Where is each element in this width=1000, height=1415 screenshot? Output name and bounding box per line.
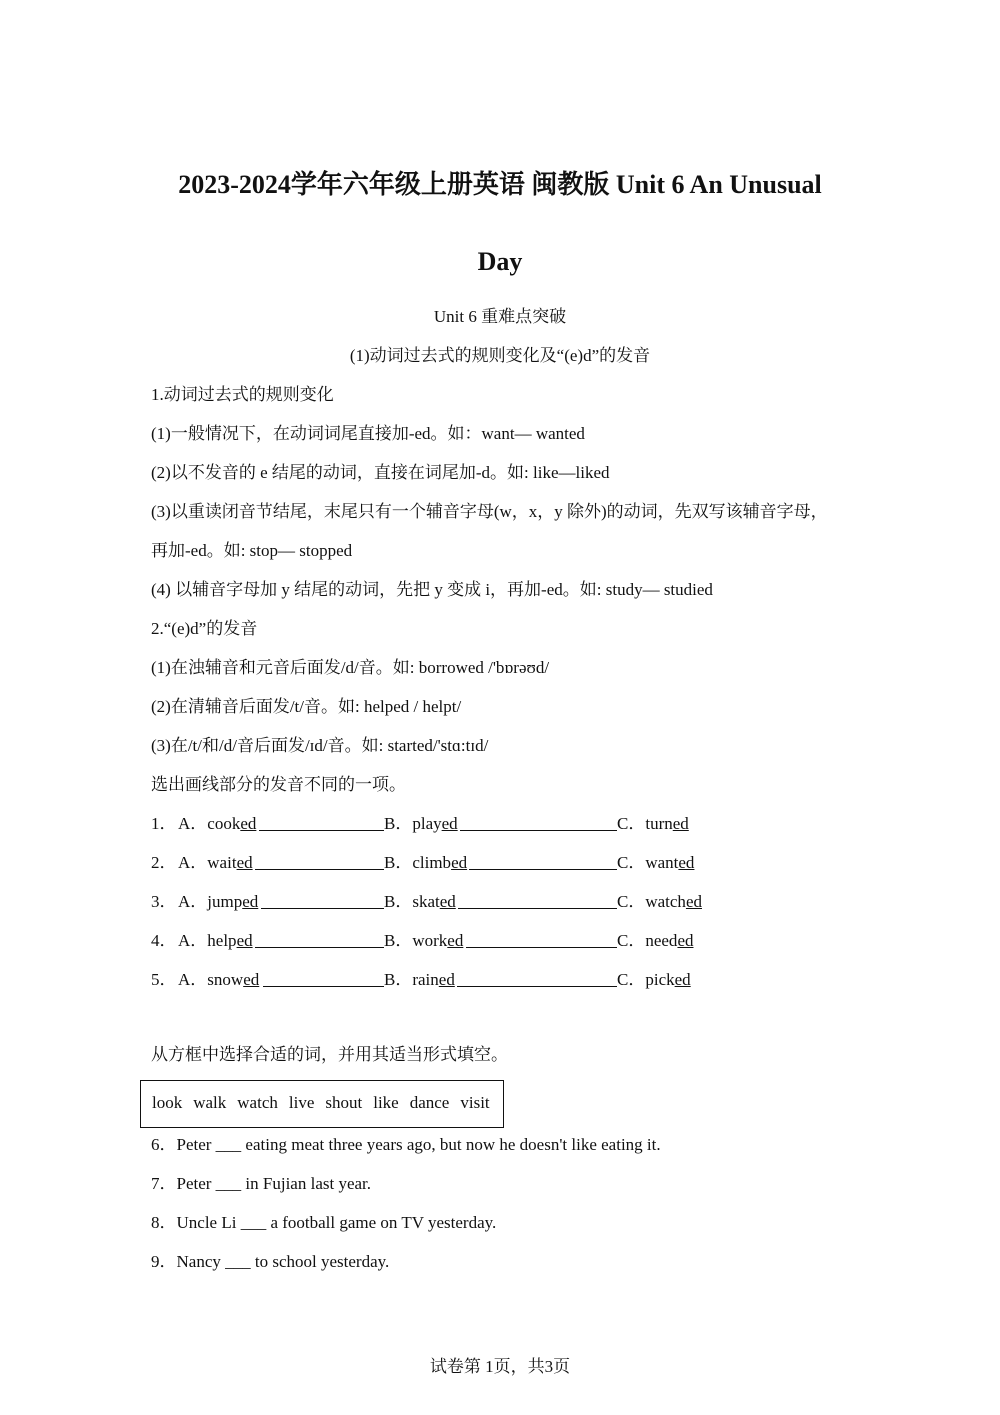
- answer-line: [469, 852, 617, 870]
- question-row-2: [151, 852, 851, 874]
- pronunciation-2: (2)在清辅音后面发/t/音。如: helped / helpt/: [151, 697, 462, 716]
- answer-line: [263, 969, 384, 987]
- option-word-stem: want: [645, 853, 679, 872]
- document-title-line2: Day: [477, 247, 523, 276]
- option-b: [384, 891, 456, 913]
- option-c: [617, 930, 693, 952]
- option-label: C．: [617, 814, 646, 833]
- option-label: A．: [178, 970, 208, 989]
- question-number: 5．: [151, 970, 177, 989]
- rule-4: (4) 以辅音字母加 y 结尾的动词，先把 y 变成 i，再加-ed。如: study— studied: [151, 580, 713, 599]
- underlined-suffix: ed: [674, 970, 691, 989]
- section-heading: (1)动词过去式的规则变化及“(e)d”的发音: [349, 346, 651, 365]
- option-word-stem: play: [412, 814, 442, 833]
- option-label: B．: [384, 892, 413, 911]
- word-bank-item: watch: [237, 1093, 278, 1112]
- option-word-stem: rain: [412, 970, 439, 989]
- option-label: B．: [384, 814, 413, 833]
- underlined-suffix: ed: [451, 853, 468, 872]
- underlined-suffix: ed: [439, 892, 456, 911]
- answer-line: [466, 930, 617, 948]
- rule-3-line-1: (3)以重读闭音节结尾，末尾只有一个辅音字母(w，x，y 除外)的动词，先双写该辅音字母，: [151, 502, 828, 521]
- word-bank-item: shout: [325, 1093, 363, 1112]
- option-word-stem: help: [207, 931, 237, 950]
- document-title-line1: 2023-2024学年六年级上册英语 闽教版 Unit 6 An Unusual: [178, 170, 822, 199]
- word-bank-item: dance: [409, 1093, 450, 1112]
- underlined-suffix: ed: [242, 892, 259, 911]
- answer-line: [457, 969, 617, 987]
- option-word-stem: pick: [645, 970, 675, 989]
- option-label: C．: [617, 970, 646, 989]
- underlined-suffix: ed: [677, 931, 694, 950]
- question-9: 9．Nancy ___ to school yesterday.: [151, 1252, 390, 1271]
- option-label: C．: [617, 931, 646, 950]
- answer-line: [259, 813, 384, 831]
- question-row-1: [151, 813, 851, 835]
- answer-line: [255, 852, 384, 870]
- word-bank-item: visit: [460, 1093, 490, 1112]
- underlined-suffix: ed: [672, 814, 689, 833]
- question-number: 1．: [151, 814, 177, 833]
- option-word-stem: need: [645, 931, 678, 950]
- word-bank-item: like: [373, 1093, 399, 1112]
- answer-line: [255, 930, 384, 948]
- answer-line: [261, 891, 384, 909]
- rule-3-line-2: 再加-ed。如: stop— stopped: [151, 541, 353, 560]
- option-a: [178, 969, 259, 991]
- underlined-suffix: ed: [236, 931, 253, 950]
- option-a: [178, 813, 256, 835]
- rule-1: (1)一般情况下，在动词词尾直接加-ed。如：want— wanted: [151, 424, 585, 443]
- option-label: B．: [384, 970, 413, 989]
- question-8: 8．Uncle Li ___ a football game on TV yesterday.: [151, 1213, 497, 1232]
- option-b: [384, 852, 467, 874]
- option-c: [617, 969, 691, 991]
- underlined-suffix: ed: [236, 853, 253, 872]
- underlined-suffix: ed: [441, 814, 458, 833]
- page-footer: 试卷第 1页，共3页: [429, 1357, 571, 1376]
- subtitle: Unit 6 重难点突破: [433, 307, 567, 326]
- option-b: [384, 813, 458, 835]
- question-row-3: [151, 891, 851, 913]
- underlined-suffix: ed: [678, 853, 695, 872]
- option-a: [178, 852, 253, 874]
- question-row-5: [151, 969, 851, 991]
- question-number: 4．: [151, 931, 177, 950]
- option-label: A．: [178, 892, 208, 911]
- option-c: [617, 813, 689, 835]
- option-word-stem: cook: [207, 814, 241, 833]
- option-label: B．: [384, 931, 413, 950]
- rules-heading-1: 1.动词过去式的规则变化: [151, 385, 334, 404]
- underlined-suffix: ed: [243, 970, 260, 989]
- question-number: 2．: [151, 853, 177, 872]
- pronunciation-3: (3)在/t/和/d/音后面发/ɪd/音。如: started/'stɑ:tɪd/: [151, 736, 489, 755]
- pronunciation-1: (1)在浊辅音和元音后面发/d/音。如: borrowed /'bɒrəʊd/: [151, 658, 550, 677]
- underlined-suffix: ed: [240, 814, 257, 833]
- option-word-stem: work: [412, 931, 448, 950]
- exercise1-instruction: 选出画线部分的发音不同的一项。: [151, 775, 406, 794]
- option-b: [384, 930, 463, 952]
- question-row-4: [151, 930, 851, 952]
- option-c: [617, 891, 702, 913]
- answer-line: [458, 891, 617, 909]
- option-label: B．: [384, 853, 413, 872]
- exercise2-instruction: 从方框中选择合适的词，并用其适当形式填空。: [151, 1045, 508, 1064]
- option-word-stem: jump: [207, 892, 243, 911]
- option-label: A．: [178, 853, 208, 872]
- option-a: [178, 891, 258, 913]
- word-bank-box: [140, 1080, 504, 1128]
- option-word-stem: snow: [207, 970, 244, 989]
- option-word-stem: climb: [412, 853, 452, 872]
- option-word-stem: wait: [207, 853, 237, 872]
- option-label: C．: [617, 892, 646, 911]
- word-bank-item: walk: [193, 1093, 227, 1112]
- word-bank-item: look: [152, 1093, 183, 1112]
- option-word-stem: skat: [412, 892, 440, 911]
- option-c: [617, 852, 694, 874]
- question-7: 7．Peter ___ in Fujian last year.: [151, 1174, 372, 1193]
- option-label: C．: [617, 853, 646, 872]
- option-label: A．: [178, 814, 208, 833]
- option-word-stem: turn: [645, 814, 673, 833]
- answer-line: [460, 813, 617, 831]
- option-word-stem: watch: [645, 892, 686, 911]
- option-b: [384, 969, 455, 991]
- option-a: [178, 930, 253, 952]
- underlined-suffix: ed: [438, 970, 455, 989]
- option-label: A．: [178, 931, 208, 950]
- word-bank-item: live: [288, 1093, 315, 1112]
- rule-2: (2)以不发音的 e 结尾的动词，直接在词尾加-d。如: like—liked: [151, 463, 610, 482]
- question-6: 6．Peter ___ eating meat three years ago, but now he doesn't like eating it.: [151, 1135, 661, 1154]
- underlined-suffix: ed: [685, 892, 702, 911]
- underlined-suffix: ed: [447, 931, 464, 950]
- question-number: 3．: [151, 892, 177, 911]
- rules-heading-2: 2.“(e)d”的发音: [151, 619, 258, 638]
